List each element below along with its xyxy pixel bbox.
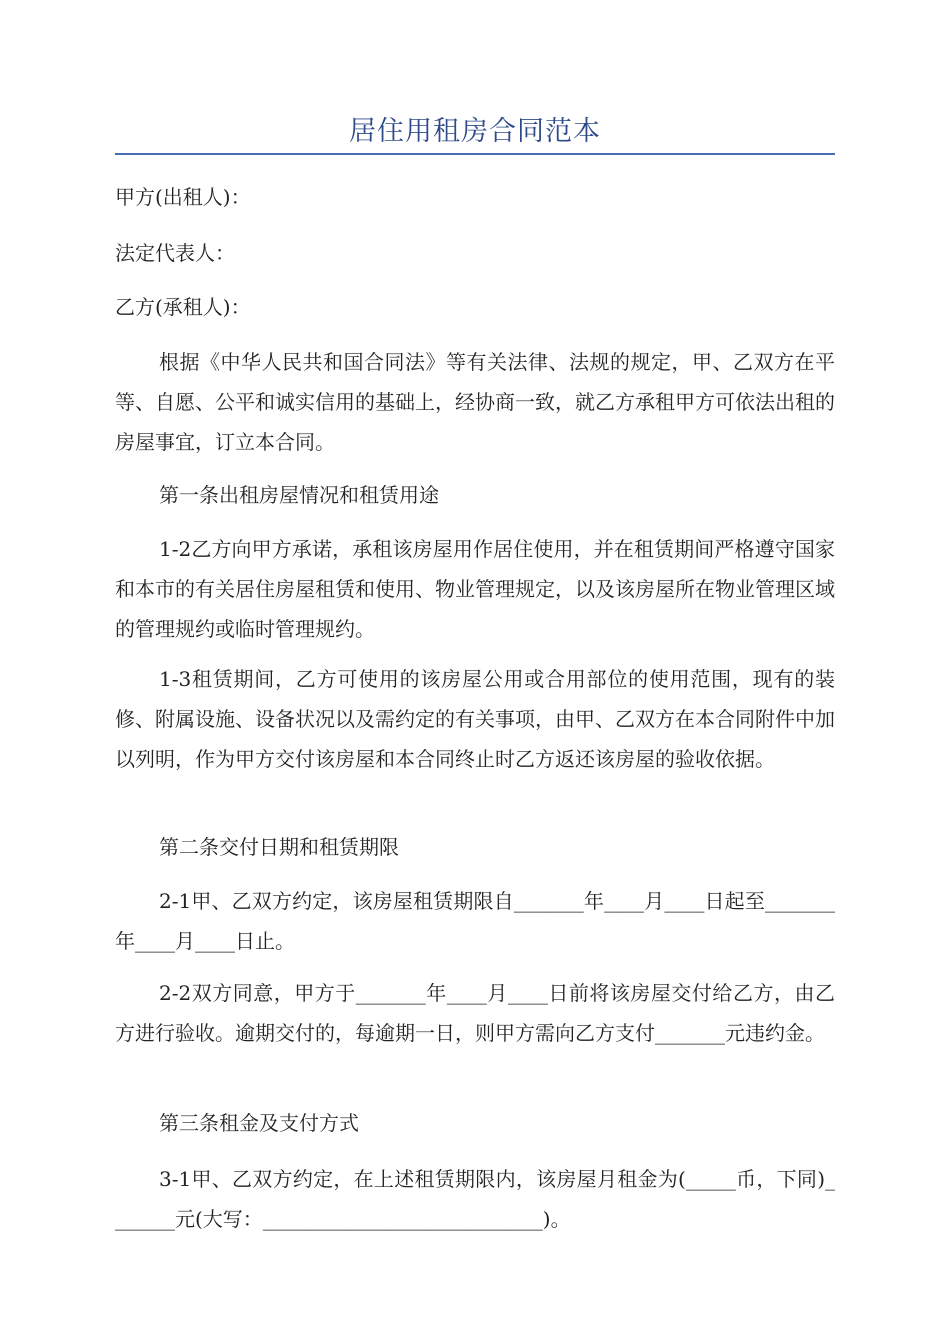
- article-3-heading: 第三条租金及支付方式: [159, 1111, 359, 1135]
- intro-paragraph: 根据《中华人民共和国合同法》等有关法律、法规的规定，甲、乙双方在平等、自愿、公平和诚实信用的基础上，经协商一致，就乙方承租甲方可依法出租的房屋事宜，订立本合同。: [115, 350, 835, 454]
- party-a-label: 甲方(出租人)：: [115, 185, 251, 209]
- clause-1-2: 1-2乙方向甲方承诺，承租该房屋用作居住使用，并在租赁期间严格遵守国家和本市的有关居住房屋租赁和使用、物业管理规定，以及该房屋所在物业管理区域的管理规约或临时管理规约。: [115, 537, 835, 641]
- party-b-label: 乙方(承租人)：: [115, 295, 251, 319]
- clause-2-1: 2-1甲、乙双方约定，该房屋租赁期限自_______年____月____日起至_______年____月____日止。: [115, 889, 835, 953]
- title-divider: [115, 153, 835, 155]
- clause-1-3: 1-3租赁期间，乙方可使用的该房屋公用或合用部位的使用范围，现有的装修、附属设施、设备状况以及需约定的有关事项，由甲、乙双方在本合同附件中加以列明，作为甲方交付该房屋和本合同终止时乙方返还该房屋的验收依据。: [115, 667, 835, 771]
- article-2-heading: 第二条交付日期和租赁期限: [159, 835, 399, 859]
- clause-3-1: 3-1甲、乙双方约定，在上述租赁期限内，该房屋月租金为(_____币，下同)_______元(大写：____________________________)。: [115, 1167, 835, 1231]
- document-title: 居住用租房合同范本: [349, 116, 601, 147]
- legal-representative-label: 法定代表人：: [115, 241, 235, 265]
- article-1-heading: 第一条出租房屋情况和租赁用途: [159, 483, 439, 507]
- clause-2-2: 2-2双方同意，甲方于_______年____月____日前将该房屋交付给乙方，由乙方进行验收。逾期交付的，每逾期一日，则甲方需向乙方支付_______元违约金。: [115, 981, 835, 1045]
